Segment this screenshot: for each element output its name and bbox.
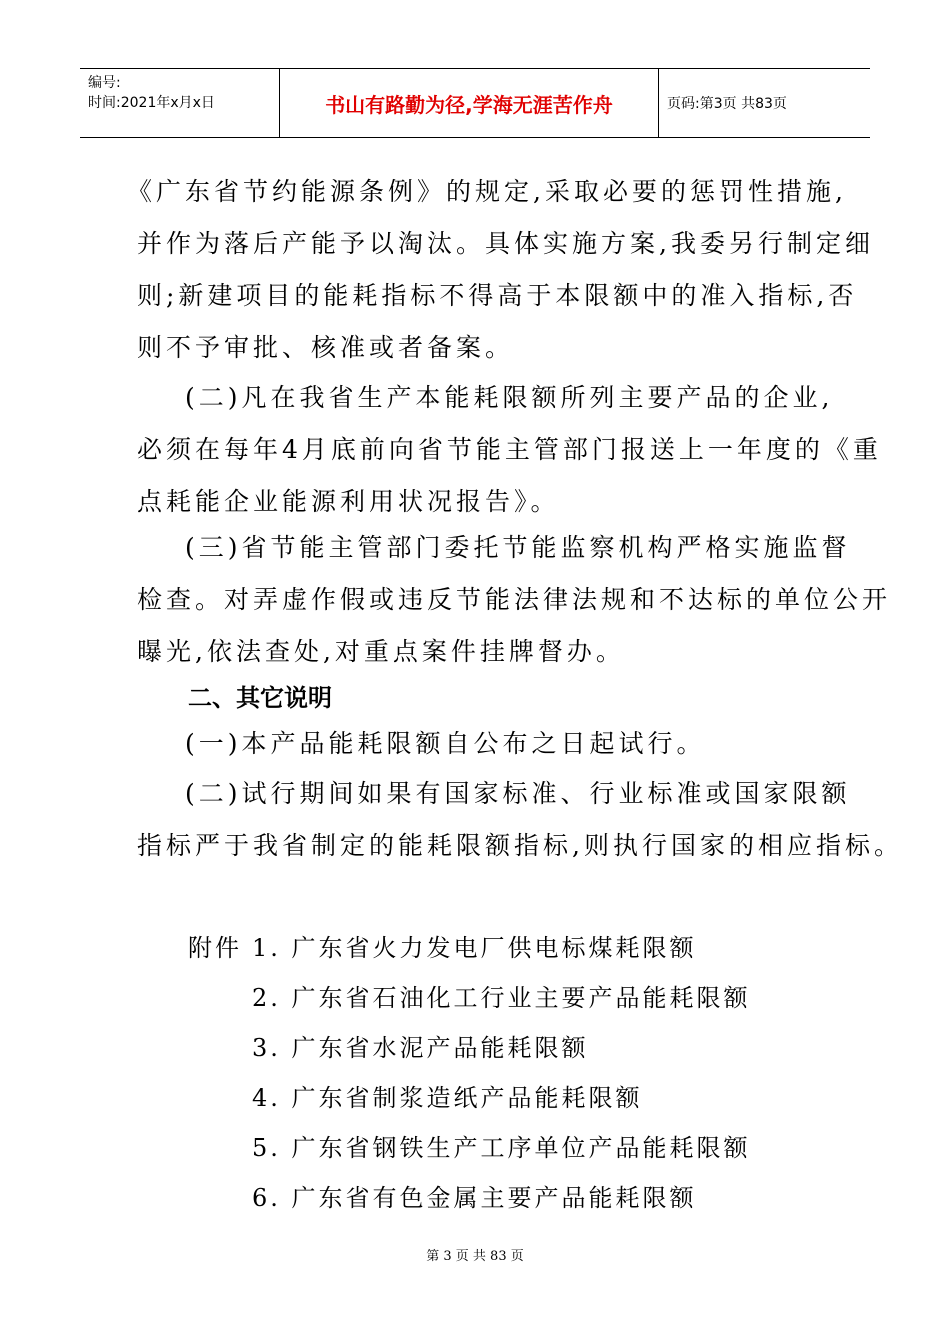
paragraph-4	[137, 718, 817, 770]
attachment-item: 5. 广东省钢铁生产工序单位产品能耗限额	[252, 1134, 751, 1162]
attachment-item: 4. 广东省制浆造纸产品能耗限额	[252, 1084, 643, 1112]
number-label: 编号:	[88, 75, 121, 91]
attachment-item: 1. 广东省火力发电厂供电标煤耗限额	[252, 934, 697, 962]
attachment-item: 6. 广东省有色金属主要产品能耗限额	[252, 1184, 697, 1212]
text-line: 则;新建项目的能耗指标不得高于本限额中的准入指标,否	[137, 281, 858, 310]
text-line: 曝光,依法查处,对重点案件挂牌督办。	[137, 637, 625, 666]
text-line: (二)试行期间如果有国家标准、行业标准或国家限额	[185, 779, 851, 808]
attachments-label: 附件	[188, 934, 242, 962]
text-line: 《广东省节约能源条例》的规定,采取必要的惩罚性措施,	[127, 177, 847, 206]
text-line: (三)省节能主管部门委托节能监察机构严格实施监督	[185, 533, 851, 562]
header-meta	[80, 69, 280, 137]
paragraph-1	[127, 166, 874, 374]
text-line: (一)本产品能耗限额自公布之日起试行。	[185, 729, 706, 758]
text-line: 指标严于我省制定的能耗限额指标,则执行国家的相应指标。	[137, 831, 903, 860]
text-line: 必须在每年4月底前向省节能主管部门报送上一年度的《重	[137, 435, 882, 464]
header-motto: 书山有路勤为径,学海无涯苦作舟	[280, 69, 659, 137]
section-heading: 二、其它说明	[188, 684, 332, 712]
paragraph-3	[137, 522, 892, 678]
text-line: 点耗能企业能源利用状况报告》。	[137, 487, 560, 516]
text-line: 检查。对弄虚作假或违反节能法律法规和不达标的单位公开	[137, 585, 892, 614]
header-page-info: 页码:第3页 共83页	[667, 96, 787, 112]
paragraph-2	[137, 372, 882, 528]
attachment-item: 2. 广东省石油化工行业主要产品能耗限额	[252, 984, 751, 1012]
text-line: 并作为落后产能予以淘汰。具体实施方案,我委另行制定细	[137, 229, 874, 258]
text-line: 则不予审批、核准或者备案。	[137, 333, 515, 362]
page-footer: 第 3 页 共 83 页	[426, 1249, 524, 1264]
page-header	[80, 68, 870, 138]
attachment-item: 3. 广东省水泥产品能耗限额	[252, 1034, 589, 1062]
paragraph-5	[137, 768, 903, 872]
text-line: (二)凡在我省生产本能耗限额所列主要产品的企业,	[185, 383, 834, 412]
time-label: 时间:2021年x月x日	[88, 95, 215, 111]
